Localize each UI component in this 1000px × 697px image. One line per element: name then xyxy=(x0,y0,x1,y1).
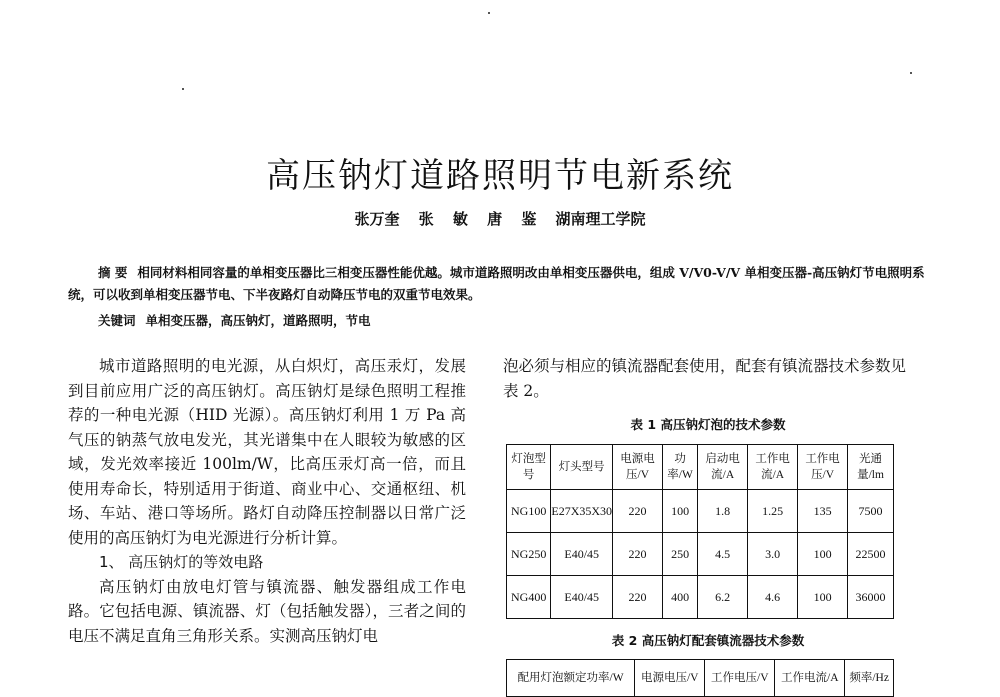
table-header: 功率/W xyxy=(662,444,697,489)
table-cell: E27X35X30 xyxy=(551,489,613,532)
table-cell: 1.25 xyxy=(748,489,798,532)
table-header: 工作电流/A xyxy=(775,660,845,697)
table-row xyxy=(507,532,894,575)
table-cell: NG100 xyxy=(507,489,551,532)
table-cell: 7500 xyxy=(848,489,894,532)
table-header: 工作电流/A xyxy=(748,444,798,489)
table-cell: 22500 xyxy=(848,532,894,575)
right-column xyxy=(503,354,913,697)
table-header: 电源电压/V xyxy=(613,444,663,489)
table-cell: NG250 xyxy=(507,532,551,575)
table-header: 灯头型号 xyxy=(551,444,613,489)
table-cell: 220 xyxy=(613,532,663,575)
abstract-text: 相同材料相同容量的单相变压器比三相变压器性能优越。城市道路照明改由单相变压器供电，组成 V/V0-V/V 单相变压器-高压钠灯节电照明系统，可以收到单相变压器节电、下半夜路灯自动降压节电的双重节电效果。 xyxy=(68,265,925,302)
authors-line: 张万奎 张 敏 唐 鉴 湖南理工学院 xyxy=(354,210,646,228)
abstract xyxy=(68,262,926,306)
body-paragraph: 城市道路照明的电光源，从白炽灯，高压汞灯，发展到目前应用广泛的高压钠灯。高压钠灯是绿色照明工程推荐的一种电光源（HID 光源）。高压钠灯利用 1 万 Pa 高气压的钠蒸气放电发光，其光谱集中在人眼较为敏感的区域，发光效率接近 100lm/W，比高压汞灯高一倍，而且使用寿命长，特别适用于街道、商业中心、交通枢纽、机场、车站、港口等场所。路灯自动降压控制器以日常广泛使用的高压钠灯为电光源进行分析计算。 xyxy=(68,357,466,547)
keywords-text: 单相变压器，高压钠灯，道路照明，节电 xyxy=(145,313,371,328)
table1 xyxy=(506,444,894,619)
keywords xyxy=(68,310,926,332)
table-cell: 4.6 xyxy=(748,575,798,618)
table-cell: 3.0 xyxy=(748,532,798,575)
table-header: 频率/Hz xyxy=(845,660,894,697)
section-heading: 1、 高压钠灯的等效电路 xyxy=(99,553,264,571)
table-row xyxy=(507,575,894,618)
table-cell: 100 xyxy=(798,532,848,575)
table1-caption: 表 1 高压钠灯泡的技术参数 xyxy=(630,417,786,432)
scan-speck xyxy=(488,12,490,14)
table-cell: 250 xyxy=(662,532,697,575)
paper-title: 高压钠灯道路照明节电新系统 xyxy=(266,156,734,196)
abstract-label: 摘 要 xyxy=(98,265,128,280)
table-cell: E40/45 xyxy=(551,575,613,618)
table-cell: 1.8 xyxy=(698,489,748,532)
scan-speck xyxy=(910,72,912,74)
table-cell: NG400 xyxy=(507,575,551,618)
table-cell: 6.2 xyxy=(698,575,748,618)
table-header: 启动电流/A xyxy=(698,444,748,489)
table-cell: 135 xyxy=(798,489,848,532)
table-cell: 4.5 xyxy=(698,532,748,575)
table2-caption: 表 2 高压钠灯配套镇流器技术参数 xyxy=(611,632,805,648)
table-cell: 220 xyxy=(613,489,663,532)
table-header: 工作电压/V xyxy=(798,444,848,489)
table-row xyxy=(507,489,894,532)
table2 xyxy=(506,659,894,697)
body-paragraph: 高压钠灯由放电灯管与镇流器、触发器组成工作电路。它包括电源、镇流器、灯（包括触发器），三者之间的电压不满足直角三角形关系。实测高压钠灯电 xyxy=(68,577,466,645)
table-header: 配用灯泡额定功率/W xyxy=(507,660,635,697)
table-header: 电源电压/V xyxy=(635,660,705,697)
table-header: 光通量/lm xyxy=(848,444,894,489)
table-header: 灯泡型号 xyxy=(507,444,551,489)
table-header: 工作电压/V xyxy=(705,660,775,697)
left-column xyxy=(68,354,466,648)
keywords-label: 关键词 xyxy=(98,313,136,328)
table-cell: 36000 xyxy=(848,575,894,618)
table-cell: 100 xyxy=(662,489,697,532)
table-cell: E40/45 xyxy=(551,532,613,575)
table-cell: 220 xyxy=(613,575,663,618)
body-paragraph: 泡必须与相应的镇流器配套使用，配套有镇流器技术参数见表 2。 xyxy=(503,357,907,400)
table-cell: 400 xyxy=(662,575,697,618)
scan-speck xyxy=(182,88,184,90)
table-cell: 100 xyxy=(798,575,848,618)
